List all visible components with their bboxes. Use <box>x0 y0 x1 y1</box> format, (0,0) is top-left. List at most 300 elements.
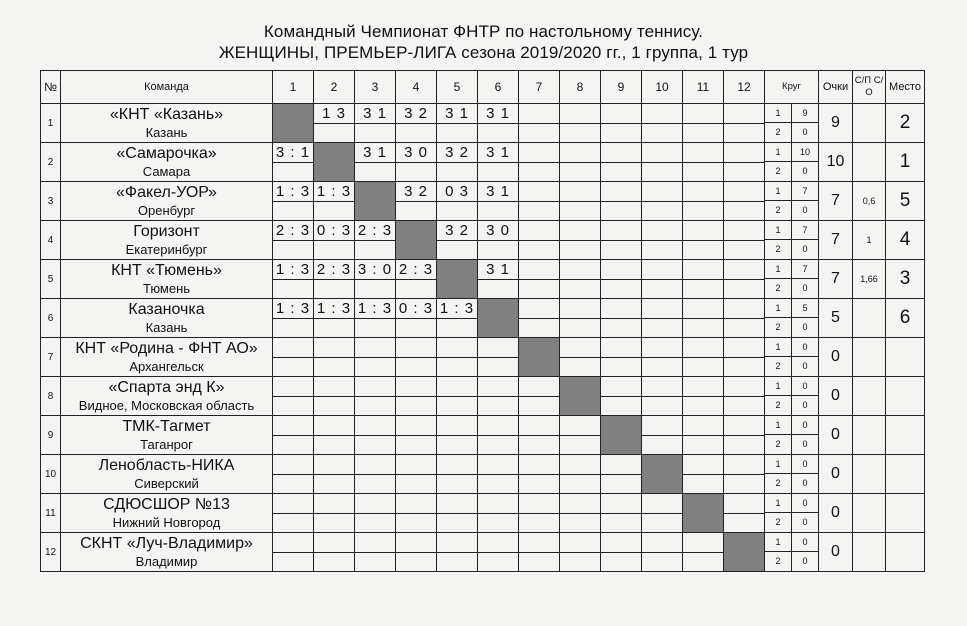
match-cell <box>519 104 560 143</box>
match-score-blank <box>437 553 477 571</box>
sets-ratio <box>853 377 886 416</box>
match-score-blank <box>355 358 395 376</box>
match-score-blank <box>642 358 682 376</box>
sets-ratio <box>853 299 886 338</box>
row-number: 4 <box>41 221 61 260</box>
match-score <box>642 221 682 241</box>
match-score-blank <box>273 553 313 571</box>
match-score <box>437 416 477 436</box>
match-score-blank <box>642 397 682 415</box>
match-score-blank <box>683 319 723 337</box>
match-cell <box>519 416 560 455</box>
match-score-blank <box>519 163 559 181</box>
match-cell <box>560 416 601 455</box>
match-score <box>724 299 764 319</box>
match-score-blank <box>560 436 600 454</box>
round-points: 0 <box>802 400 808 410</box>
match-cell <box>724 299 765 338</box>
match-score-blank <box>314 436 354 454</box>
table-row <box>41 455 925 494</box>
match-score <box>437 494 477 514</box>
round-label: 1 <box>765 455 792 473</box>
match-score-blank <box>560 514 600 532</box>
match-cell <box>314 416 355 455</box>
match-score <box>560 104 600 124</box>
match-score-blank <box>273 397 313 415</box>
match-score-blank <box>437 436 477 454</box>
match-cell <box>355 299 396 338</box>
round-label: 2 <box>765 357 792 376</box>
match-cell <box>355 104 396 143</box>
round-cell <box>765 416 819 455</box>
match-score: 1 : 3 <box>273 260 313 280</box>
match-score-blank <box>355 475 395 493</box>
match-cell <box>273 494 314 533</box>
match-score-blank <box>273 280 313 298</box>
round-label: 2 <box>765 279 792 298</box>
team-name: «Спарта энд К» <box>108 379 225 396</box>
match-score <box>355 494 395 514</box>
match-score-blank <box>642 241 682 259</box>
match-cell <box>724 104 765 143</box>
match-cell <box>396 338 437 377</box>
match-cell <box>437 299 478 338</box>
match-score-blank <box>314 397 354 415</box>
team-city: Казань <box>145 125 188 140</box>
match-score <box>724 494 764 514</box>
match-score-blank <box>601 280 641 298</box>
match-score-blank <box>601 163 641 181</box>
match-cell <box>437 182 478 221</box>
match-cell <box>601 299 642 338</box>
match-score-blank <box>355 163 395 181</box>
match-score <box>355 455 395 475</box>
match-score-blank <box>273 436 313 454</box>
match-score <box>478 494 518 514</box>
total-points: 7 <box>819 260 853 299</box>
match-cell <box>642 338 683 377</box>
round-label: 1 <box>765 299 792 317</box>
match-cell <box>396 377 437 416</box>
match-cell <box>601 533 642 572</box>
header-col: 11 <box>683 71 724 104</box>
round-points: 5 <box>802 303 808 313</box>
round-cell <box>765 533 819 572</box>
match-score <box>519 377 559 397</box>
match-score <box>724 221 764 241</box>
round-label: 2 <box>765 513 792 532</box>
header-num: № <box>41 71 61 104</box>
match-cell <box>355 494 396 533</box>
match-cell <box>683 221 724 260</box>
place <box>886 416 925 455</box>
match-cell <box>437 416 478 455</box>
match-score-blank <box>683 241 723 259</box>
match-cell <box>724 260 765 299</box>
table-row <box>41 260 925 299</box>
match-score: 3 1 <box>478 143 518 163</box>
match-score-blank <box>560 553 600 571</box>
match-score-blank <box>601 397 641 415</box>
match-cell <box>560 533 601 572</box>
match-cell <box>519 533 560 572</box>
round-label: 1 <box>765 221 792 239</box>
match-cell <box>683 104 724 143</box>
match-score-blank <box>355 319 395 337</box>
team-cell <box>61 104 273 143</box>
match-cell <box>601 338 642 377</box>
match-cell <box>314 182 355 221</box>
match-score-blank <box>724 124 764 142</box>
match-cell <box>683 416 724 455</box>
match-score-blank <box>478 514 518 532</box>
match-score-blank <box>560 358 600 376</box>
match-score-blank <box>478 397 518 415</box>
diagonal-cell <box>396 221 437 260</box>
match-score <box>314 455 354 475</box>
match-score: 3 1 <box>478 104 518 124</box>
match-score-blank <box>683 163 723 181</box>
match-score-blank <box>560 280 600 298</box>
match-score-blank <box>560 202 600 220</box>
match-cell <box>355 533 396 572</box>
match-score <box>519 494 559 514</box>
match-score <box>478 533 518 553</box>
table-row <box>41 338 925 377</box>
place: 5 <box>886 182 925 221</box>
total-points: 0 <box>819 377 853 416</box>
sets-ratio: 0,6 <box>853 182 886 221</box>
round-cell <box>765 182 819 221</box>
team-cell <box>61 143 273 182</box>
match-score-blank <box>642 319 682 337</box>
match-cell <box>355 143 396 182</box>
match-score: 3 1 <box>355 104 395 124</box>
match-cell <box>642 533 683 572</box>
match-score <box>560 182 600 202</box>
match-cell <box>601 143 642 182</box>
team-city: Видное, Московская область <box>78 398 255 413</box>
match-cell <box>437 143 478 182</box>
total-points: 0 <box>819 533 853 572</box>
match-cell <box>601 260 642 299</box>
match-score-blank <box>519 241 559 259</box>
match-score <box>519 221 559 241</box>
sets-ratio <box>853 143 886 182</box>
match-score <box>273 494 313 514</box>
total-points: 5 <box>819 299 853 338</box>
round-points: 0 <box>802 537 808 547</box>
match-score-blank <box>273 475 313 493</box>
round-label: 2 <box>765 435 792 454</box>
match-cell <box>355 260 396 299</box>
match-score <box>560 416 600 436</box>
header-sp: С/П С/О <box>853 71 886 104</box>
match-score <box>724 260 764 280</box>
match-score: 1 : 3 <box>355 299 395 319</box>
match-cell <box>642 104 683 143</box>
match-cell <box>724 221 765 260</box>
table-row <box>41 494 925 533</box>
match-score <box>560 221 600 241</box>
round-points: 0 <box>802 361 808 371</box>
sets-ratio <box>853 494 886 533</box>
match-score-blank <box>560 475 600 493</box>
match-score: 1 : 3 <box>437 299 477 319</box>
round-points: 7 <box>802 186 808 196</box>
team-cell <box>61 338 273 377</box>
round-points: 0 <box>802 420 808 430</box>
total-points: 0 <box>819 338 853 377</box>
match-cell <box>642 494 683 533</box>
match-cell <box>314 221 355 260</box>
match-score <box>314 338 354 358</box>
place: 1 <box>886 143 925 182</box>
match-cell <box>314 104 355 143</box>
header-team: Команда <box>61 71 273 104</box>
match-score <box>396 377 436 397</box>
match-score-blank <box>478 241 518 259</box>
match-score: 3 2 <box>396 182 436 202</box>
match-score-blank <box>724 163 764 181</box>
match-score-blank <box>519 553 559 571</box>
match-score <box>560 260 600 280</box>
match-cell <box>314 299 355 338</box>
team-cell <box>61 182 273 221</box>
match-cell <box>273 221 314 260</box>
match-score-blank <box>601 124 641 142</box>
header-row <box>41 71 925 104</box>
match-cell <box>519 299 560 338</box>
match-score-blank <box>396 475 436 493</box>
match-score-blank <box>724 475 764 493</box>
match-score <box>478 416 518 436</box>
match-cell <box>437 494 478 533</box>
match-score <box>724 143 764 163</box>
match-score-blank <box>355 397 395 415</box>
match-cell <box>396 533 437 572</box>
match-score-blank <box>273 202 313 220</box>
match-score: 3 0 <box>396 143 436 163</box>
match-cell <box>478 377 519 416</box>
match-score <box>396 533 436 553</box>
match-score <box>642 377 682 397</box>
match-score-blank <box>519 124 559 142</box>
team-cell <box>61 494 273 533</box>
diagonal-cell <box>724 533 765 572</box>
header-col: 4 <box>396 71 437 104</box>
match-score-blank <box>601 553 641 571</box>
match-cell <box>601 104 642 143</box>
match-score-blank <box>437 358 477 376</box>
round-points: 0 <box>802 459 808 469</box>
match-score-blank <box>437 202 477 220</box>
match-cell <box>642 260 683 299</box>
match-score-blank <box>601 475 641 493</box>
round-points: 0 <box>802 517 808 527</box>
match-score-blank <box>560 319 600 337</box>
round-label: 1 <box>765 416 792 434</box>
team-city: Тюмень <box>142 281 191 296</box>
round-label: 2 <box>765 396 792 415</box>
round-label: 1 <box>765 338 792 356</box>
match-score-blank <box>478 436 518 454</box>
match-cell <box>601 182 642 221</box>
match-cell <box>519 182 560 221</box>
total-points: 7 <box>819 182 853 221</box>
match-cell <box>273 533 314 572</box>
round-label: 1 <box>765 377 792 395</box>
match-score-blank <box>601 358 641 376</box>
match-score-blank <box>396 553 436 571</box>
match-score <box>683 221 723 241</box>
match-score <box>642 182 682 202</box>
row-number: 2 <box>41 143 61 182</box>
team-cell <box>61 533 273 572</box>
match-score-blank <box>396 124 436 142</box>
match-score-blank <box>642 163 682 181</box>
match-score: 2 : 3 <box>273 221 313 241</box>
match-score-blank <box>478 163 518 181</box>
match-score-blank <box>437 319 477 337</box>
match-cell <box>478 260 519 299</box>
match-cell <box>273 377 314 416</box>
match-cell <box>560 299 601 338</box>
match-cell <box>396 104 437 143</box>
match-cell <box>478 182 519 221</box>
match-score <box>724 416 764 436</box>
sets-ratio <box>853 455 886 494</box>
match-cell <box>273 416 314 455</box>
header-col: 10 <box>642 71 683 104</box>
match-score-blank <box>478 280 518 298</box>
round-points: 0 <box>802 283 808 293</box>
match-cell <box>273 260 314 299</box>
match-score-blank <box>683 280 723 298</box>
match-score-blank <box>642 202 682 220</box>
round-points: 0 <box>802 342 808 352</box>
match-score-blank <box>437 124 477 142</box>
match-score: 0 : 3 <box>396 299 436 319</box>
match-score-blank <box>355 241 395 259</box>
header-col: 3 <box>355 71 396 104</box>
table-row <box>41 416 925 455</box>
match-score-blank <box>683 397 723 415</box>
team-city: Владимир <box>135 554 198 569</box>
round-points: 10 <box>799 147 810 157</box>
round-label: 1 <box>765 494 792 512</box>
match-cell <box>273 182 314 221</box>
team-city: Оренбург <box>137 203 196 218</box>
match-cell <box>683 182 724 221</box>
match-score-blank <box>273 319 313 337</box>
match-score-blank <box>519 397 559 415</box>
match-score-blank <box>273 163 313 181</box>
match-score-blank <box>396 319 436 337</box>
diagonal-cell <box>560 377 601 416</box>
match-score <box>642 494 682 514</box>
team-city: Сиверский <box>134 476 199 491</box>
match-cell <box>724 416 765 455</box>
match-cell <box>396 182 437 221</box>
header-col: 2 <box>314 71 355 104</box>
match-score-blank <box>724 358 764 376</box>
header-col: 12 <box>724 71 765 104</box>
row-number: 9 <box>41 416 61 455</box>
team-name: Ленобласть-НИКА <box>98 457 235 474</box>
match-cell <box>355 455 396 494</box>
match-cell <box>642 182 683 221</box>
match-cell <box>683 143 724 182</box>
team-city: Нижний Новгород <box>112 515 221 530</box>
round-label: 2 <box>765 318 792 337</box>
match-score <box>314 533 354 553</box>
team-name: КНТ «Тюмень» <box>111 262 222 279</box>
table-row <box>41 299 925 338</box>
match-cell <box>437 455 478 494</box>
match-cell <box>724 143 765 182</box>
round-cell <box>765 494 819 533</box>
team-city: Таганрог <box>140 437 193 452</box>
match-cell <box>478 143 519 182</box>
match-score <box>683 455 723 475</box>
document-subtitle: ЖЕНЩИНЫ, ПРЕМЬЕР-ЛИГА сезона 2019/2020 гг., 1 группа, 1 тур <box>218 43 749 62</box>
match-score <box>683 143 723 163</box>
match-cell <box>519 377 560 416</box>
match-cell <box>314 260 355 299</box>
match-score-blank <box>314 358 354 376</box>
team-cell <box>61 221 273 260</box>
match-cell <box>314 494 355 533</box>
match-cell <box>478 221 519 260</box>
match-cell <box>519 455 560 494</box>
place <box>886 533 925 572</box>
match-score-blank <box>396 397 436 415</box>
round-cell <box>765 221 819 260</box>
match-cell <box>396 494 437 533</box>
match-score-blank <box>724 280 764 298</box>
match-score <box>683 299 723 319</box>
round-points: 0 <box>802 439 808 449</box>
match-score <box>478 377 518 397</box>
match-score <box>601 338 641 358</box>
match-score <box>642 143 682 163</box>
match-score <box>683 338 723 358</box>
match-score <box>437 338 477 358</box>
diagonal-cell <box>519 338 560 377</box>
match-score-blank <box>355 124 395 142</box>
match-score-blank <box>683 124 723 142</box>
match-score-blank <box>724 202 764 220</box>
match-cell <box>314 533 355 572</box>
match-score <box>519 260 559 280</box>
match-cell <box>724 338 765 377</box>
match-score <box>724 182 764 202</box>
match-cell <box>560 182 601 221</box>
match-score-blank <box>396 358 436 376</box>
match-score <box>601 533 641 553</box>
diagonal-cell <box>355 182 396 221</box>
match-cell <box>560 260 601 299</box>
match-score-blank <box>519 319 559 337</box>
match-cell <box>683 377 724 416</box>
match-score <box>560 494 600 514</box>
match-cell <box>478 338 519 377</box>
round-points: 7 <box>802 264 808 274</box>
team-city: Архангельск <box>129 359 204 374</box>
match-score <box>560 338 600 358</box>
match-score-blank <box>437 241 477 259</box>
